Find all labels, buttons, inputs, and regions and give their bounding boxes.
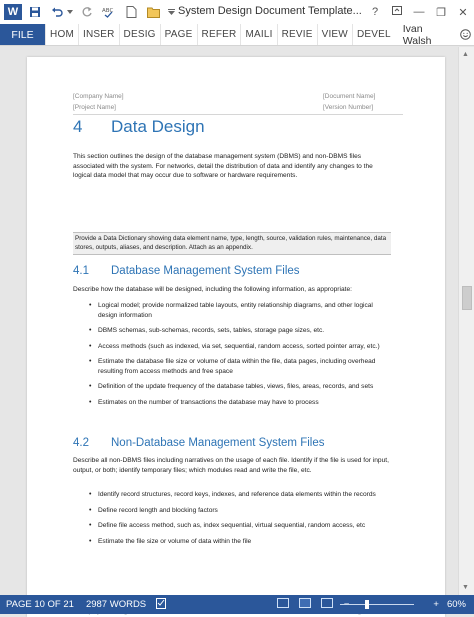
tab-page-layout[interactable]: PAGE xyxy=(160,24,197,45)
tab-view[interactable]: VIEW xyxy=(317,24,352,45)
section-intro-paragraph[interactable]: This section outlines the design of the database management system (DBMS) and non-DBMS files associated with the system. For networks, detail the distribution of data and identify any changes to the logical data model that may occur due to software or hardware requirements. xyxy=(73,153,373,179)
customize-toolbar-icon[interactable] xyxy=(166,3,176,21)
scroll-up-arrow-icon[interactable]: ▲ xyxy=(462,51,469,58)
header-document-name[interactable]: [Document Name] xyxy=(323,93,376,100)
instruction-note-box[interactable]: Provide a Data Dictionary showing data element name, type, length, source, validation rules, maintenance, data stores, outputs, aliases, and description. Attach as an appendix. xyxy=(73,232,391,255)
undo-icon[interactable] xyxy=(48,3,66,21)
document-page[interactable] xyxy=(27,57,445,617)
heading-4-1[interactable] xyxy=(73,265,300,277)
list-item[interactable]: • Identify record structures, record keys, indexes, and reference data elements within the records xyxy=(89,490,389,500)
list-item[interactable]: • Access methods (such as indexed, via set, sequential, random access, sorted pointer array, etc.) xyxy=(89,342,389,352)
header-company-name[interactable]: [Company Name] xyxy=(73,93,124,100)
document-area[interactable] xyxy=(0,47,474,595)
scrollbar-thumb[interactable] xyxy=(462,286,472,310)
zoom-in-button[interactable]: + xyxy=(433,599,439,610)
tab-mailings[interactable]: MAILI xyxy=(240,24,276,45)
list-item[interactable]: • Estimate the file size or volume of data within the file xyxy=(89,537,389,547)
new-document-icon[interactable] xyxy=(122,3,140,21)
quick-access-toolbar xyxy=(0,0,176,24)
heading-4-1-number: 4.1 xyxy=(73,265,89,277)
redo-icon[interactable] xyxy=(78,3,96,21)
restore-button[interactable]: ❐ xyxy=(436,6,446,19)
scroll-down-arrow-icon[interactable]: ▼ xyxy=(462,584,469,591)
bullet-list-4-2 xyxy=(89,490,389,552)
heading-4-1-title: Database Management System Files xyxy=(111,265,300,277)
help-button[interactable]: ? xyxy=(371,6,379,18)
window-controls xyxy=(364,0,474,24)
heading-4-2-title: Non-Database Management System Files xyxy=(111,437,325,449)
open-folder-icon[interactable] xyxy=(144,3,162,21)
read-mode-icon[interactable] xyxy=(272,598,294,611)
close-button[interactable]: ✕ xyxy=(458,6,468,19)
tab-file[interactable]: FILE xyxy=(0,24,45,45)
title-bar xyxy=(0,0,474,24)
list-item[interactable]: • Logical model; provide normalized table layouts, entity relationship diagrams, and other logical design information xyxy=(89,301,389,320)
list-item[interactable]: • Definition of the update frequency of the database tables, views, files, areas, records, and sets xyxy=(89,382,389,392)
save-icon[interactable] xyxy=(26,3,44,21)
list-item[interactable]: • DBMS schemas, sub-schemas, records, sets, tables, storage page sizes, etc. xyxy=(89,326,389,336)
subsection-4-2-intro[interactable]: Describe all non-DBMS files including narratives on the usage of each file. Identify if the file is used for input, output, or both; identify temporary files; which modules read and write the file, etc. xyxy=(73,457,389,474)
tab-references[interactable]: REFER xyxy=(197,24,241,45)
word-count-status[interactable]: 2987 WORDS xyxy=(85,599,147,610)
spelling-check-icon[interactable] xyxy=(100,3,118,21)
status-bar xyxy=(0,595,474,614)
ribbon-display-options-icon[interactable] xyxy=(386,6,408,18)
proofing-icon[interactable] xyxy=(156,598,168,612)
header-project-name[interactable]: [Project Name] xyxy=(73,104,116,111)
subsection-4-1-intro[interactable]: Describe how the database will be designed, including the following information, as appropriate: xyxy=(73,286,352,293)
list-item[interactable]: • Define file access method, such as, index sequential, virtual sequential, random access, etc xyxy=(89,521,389,531)
heading-4-2-number: 4.2 xyxy=(73,437,89,449)
web-layout-icon[interactable] xyxy=(316,598,338,611)
ribbon-tabs xyxy=(0,24,474,46)
vertical-scrollbar[interactable] xyxy=(458,47,474,595)
heading-number: 4 xyxy=(73,117,83,136)
tab-design[interactable]: DESIG xyxy=(119,24,160,45)
heading-4-2[interactable] xyxy=(73,437,325,449)
user-account-name[interactable]: Ivan Walsh xyxy=(402,22,432,47)
list-item[interactable]: • Estimate the database file size or volume of data within the file, data pages, including overhead resulting from access methods and free space xyxy=(89,357,389,376)
zoom-level[interactable]: 60% xyxy=(446,599,466,610)
zoom-slider-knob[interactable] xyxy=(365,600,369,609)
smiley-feedback-icon[interactable] xyxy=(457,24,474,45)
tab-insert[interactable]: INSER xyxy=(78,24,119,45)
svg-text:ABC: ABC xyxy=(102,8,114,14)
undo-dropdown-icon[interactable] xyxy=(66,3,74,21)
page-count-status[interactable]: PAGE 10 OF 21 xyxy=(6,599,74,610)
minimize-button[interactable]: — xyxy=(413,6,425,18)
tab-home[interactable]: HOM xyxy=(45,24,78,45)
bullet-list-4-1 xyxy=(89,301,389,413)
window-title: System Design Document Template... xyxy=(178,5,362,17)
heading-data-design[interactable]: Data Design xyxy=(111,117,205,136)
header-version-number[interactable]: [Version Number] xyxy=(323,104,374,111)
list-item[interactable]: • Define record length and blocking factors xyxy=(89,506,389,516)
tab-developer[interactable]: DEVEL xyxy=(352,24,395,45)
list-item[interactable]: • Estimates on the number of transactions the database may have to process xyxy=(89,398,389,408)
tab-review[interactable]: REVIE xyxy=(277,24,317,45)
header-divider xyxy=(73,114,403,115)
word-app-icon[interactable]: W xyxy=(4,4,22,20)
print-layout-icon[interactable] xyxy=(294,598,316,611)
zoom-slider-track[interactable] xyxy=(340,604,414,605)
